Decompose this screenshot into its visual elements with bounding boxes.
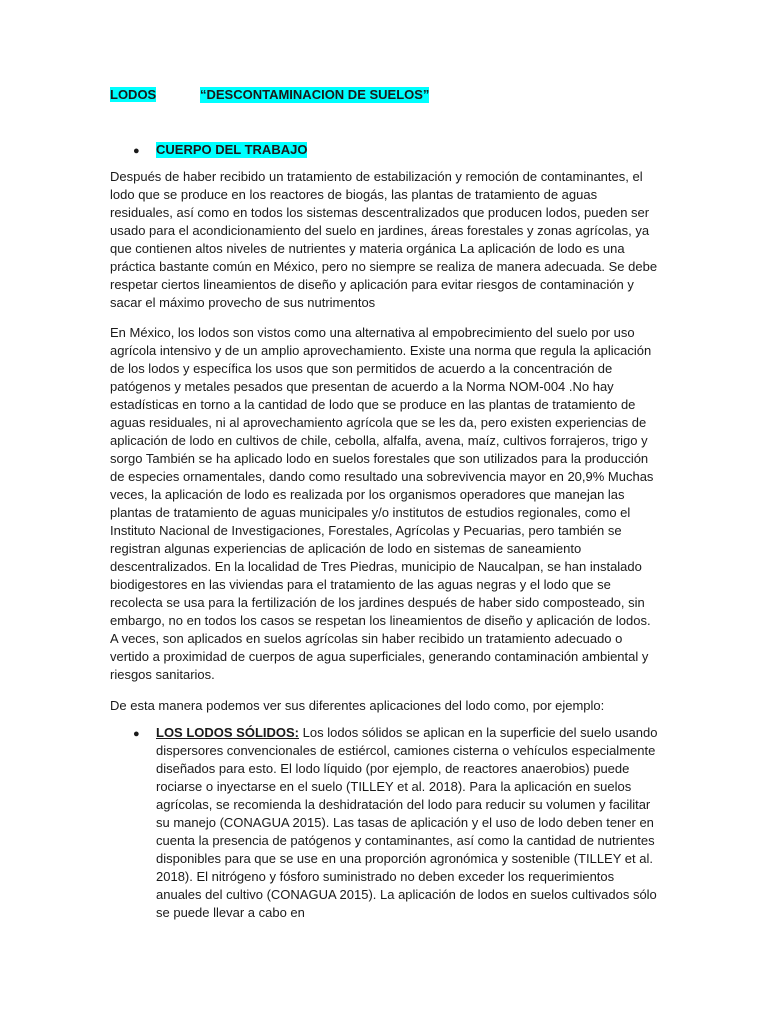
paragraph: Después de haber recibido un tratamiento de estabilización y remoción de contaminantes, el lodo que se produce en los reactores de biogás, las plantas de tratamiento de aguas residuales, así como en todos los sistemas descentralizados que producen lodos, pueden ser usado para el acondicionamiento del suelo en jardines, áreas forestales y zonas agrícolas, ya que contienen altos niveles de nutrientes y materia orgánica La aplicación de lodo es una práctica bastante común en México, pero no siempre se realiza de manera adecuada. Se debe respetar ciertos lineamientos de diseño y aplicación para evitar riesgos de contaminación y sacar el máximo provecho de sus nutrimentos [110,169,658,310]
heading-topic: LODOS [110,87,157,102]
list-item-term: LOS LODOS SÓLIDOS: [156,725,300,740]
list-item-text [156,724,661,922]
list-item-body: Los lodos sólidos se aplican en la superficie del suelo usando dispersores convencionales de estiércol, camiones cisterna o vehículos especialmente diseñados para esto. El lodo líquido (por ejemplo, de reactores anaerobios) puede rociarse o inyectarse en el suelo (TILLEY et al. 2018). Para la aplicación en suelos agrícolas, se recomienda la deshidratación del lodo para reducir su volumen y facilitar su manejo (CONAGUA 2015). Las tasas de aplicación y el uso de lodo deben tener en cuenta la presencia de patógenos y contaminantes, así como la cantidad de nutrientes disponibles para que se use en una proporción agronómica y sostenible (TILLEY et al. 2018). El nitrógeno y fósforo suministrado no deben exceder los requerimientos anuales del cultivo (CONAGUA 2015). La aplicación de lodos en suelos cultivados sólo se puede llevar a cabo en [156,725,658,920]
section-label: CUERPO DEL TRABAJO [156,142,308,157]
paragraph: En México, los lodos son vistos como una alternativa al empobrecimiento del suelo por uso agrícola intensivo y de un amplio aprovechamiento. Existe una norma que regula la aplicación de los lodos y específica los usos que son permitidos de acuerdo a la concentración de patógenos y metales pesados que presentan de acuerdo a la Norma NOM-004 .No hay estadísticas en torno a la cantidad de lodo que se produce en las plantas de tratamiento de aguas residuales, ni al aprovechamiento agrícola que se les da, pero existen experiencias de aplicación de lodo en cultivos de chile, cebolla, alfalfa, avena, maíz, cultivos forrajeros, trigo y sorgo También se ha aplicado lodo en suelos forestales que son utilizados para la producción de especies ornamentales, dando como resultado una sobrevivencia mayor en 20,9% Muchas veces, la aplicación de lodo es realizada por los organismos operadores que manejan las plantas de tratamiento de aguas municipales y/o institutos de estudios regionales, como el Instituto Nacional de Investigaciones, Forestales, Agrícolas y Pecuarias, pero también se registran algunas experiencias de aplicación de lodo en sistemas de saneamiento descentralizados. En la localidad de Tres Piedras, municipio de Naucalpan, se han instalado biodigestores en las viviendas para el tratamiento de las aguas negras y el lodo que se recolecta se usa para la fertilización de los jardines después de haber sido composteado, sin embargo, no en todos los casos se respetan los lineamientos de diseño y aplicación de lodos. A veces, son aplicados en suelos agrícolas sin haber recibido un tratamiento adecuado o vertido a proximidad de cuerpos de agua superficiales, generando contaminación ambiental y riesgos sanitarios. [110,325,654,682]
bullet-icon: ● [133,145,140,157]
heading-title: “DESCONTAMINACION DE SUELOS” [200,87,430,102]
bullet-icon: ● [133,728,140,740]
paragraph: De esta manera podemos ver sus diferentes aplicaciones del lodo como, por ejemplo: [110,698,605,713]
document-heading [110,87,430,103]
